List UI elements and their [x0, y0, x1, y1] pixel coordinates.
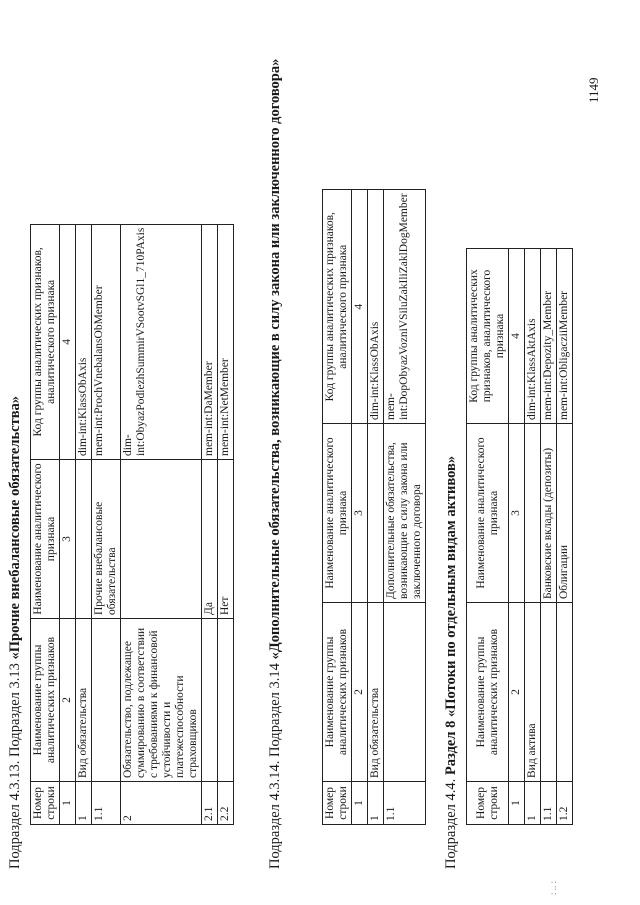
table-header-row — [31, 224, 60, 824]
cell: dim-int:ObyazPodlezhSummirVSootvSGl1_710PAxis — [121, 224, 202, 459]
header-cell: Номер строки — [467, 782, 509, 825]
cell: 2 — [121, 782, 202, 825]
cell: dim-int:KlassAktAxis — [525, 249, 541, 424]
cell: 1.2 — [557, 782, 573, 825]
col-num: 3 — [509, 424, 525, 603]
cell: Вид обязательства — [76, 619, 92, 782]
cell — [121, 460, 202, 619]
cell: mem-int:DopObyazVozniVSiluZakIliZaklDogMember — [384, 190, 426, 424]
cell: Вид обязательства — [368, 603, 384, 782]
cell — [368, 424, 384, 603]
section-title-2 — [266, 39, 284, 869]
col-num: 2 — [60, 619, 76, 782]
column-number-row — [352, 190, 368, 825]
cell: mem-int:Depozity_Member — [541, 249, 557, 424]
section-title-1 — [6, 89, 24, 869]
header-cell: Наименование группы аналитических признаков — [323, 603, 352, 782]
section-3-prefix: Подраздел 4.4. — [443, 778, 459, 869]
table-row — [368, 190, 384, 825]
cell: mem-int:NetMember — [218, 224, 234, 459]
table-row — [525, 249, 541, 825]
table-section-1 — [30, 224, 234, 825]
cell — [76, 460, 92, 619]
col-num: 1 — [60, 782, 76, 825]
table-row — [557, 249, 573, 825]
cell — [525, 424, 541, 603]
cell: Нет — [218, 460, 234, 619]
section-1-title: «Прочие внебалансовые обязательства» — [7, 395, 23, 660]
cell: 2.1 — [202, 782, 218, 825]
table-header-row — [467, 249, 509, 825]
header-cell: Код группы аналитических признаков, аналитического признака — [31, 224, 60, 459]
cell: Да — [202, 460, 218, 619]
cell: Банковские вклады (депозиты) — [541, 424, 557, 603]
cell — [541, 603, 557, 782]
cell — [557, 603, 573, 782]
margin-marks: : .. : — [548, 880, 558, 895]
cell — [384, 603, 426, 782]
header-cell: Код группы аналитических признаков, аналитического признака — [467, 249, 509, 424]
cell: 1 — [368, 782, 384, 825]
header-cell: Номер строки — [31, 782, 60, 825]
cell: Обязательство, подлежащее суммированию в соответствии с требованиями к финансовой устойчивости и платежеспособности страховщиков — [121, 619, 202, 782]
table-row — [202, 224, 218, 824]
cell: 2.2 — [218, 782, 234, 825]
header-cell: Наименование группы аналитических признаков — [31, 619, 60, 782]
cell: 1.1 — [384, 782, 426, 825]
cell: mem-int:DaMember — [202, 224, 218, 459]
cell: Прочие внебалансовые обязательства — [92, 460, 121, 619]
col-num: 2 — [352, 603, 368, 782]
cell: Облигации — [557, 424, 573, 603]
cell: Вид актива — [525, 603, 541, 782]
col-num: 2 — [509, 603, 525, 782]
table-row — [121, 224, 202, 824]
table-section-2 — [322, 189, 426, 825]
col-num: 1 — [509, 782, 525, 825]
col-num: 3 — [60, 460, 76, 619]
table-row — [92, 224, 121, 824]
col-num: 4 — [509, 249, 525, 424]
header-cell: Наименование аналитического признака — [467, 424, 509, 603]
table-header-row — [323, 190, 352, 825]
section-3-title: Раздел 8 «Потоки по отдельным видам активов» — [443, 455, 459, 776]
cell — [218, 619, 234, 782]
header-cell: Наименование аналитического признака — [31, 460, 60, 619]
col-num: 4 — [60, 224, 76, 459]
cell: dim-int:KlassObAxis — [76, 224, 92, 459]
col-num: 4 — [352, 190, 368, 424]
table-row — [76, 224, 92, 824]
table-section-3 — [466, 248, 573, 825]
header-cell: Код группы аналитических признаков, аналитического признака — [323, 190, 352, 424]
cell — [202, 619, 218, 782]
page-number: 1149 — [586, 77, 601, 103]
table-row — [541, 249, 557, 825]
cell: 1.1 — [92, 782, 121, 825]
cell: dim-int:KlassObAxis — [368, 190, 384, 424]
column-number-row — [60, 224, 76, 824]
cell: 1 — [76, 782, 92, 825]
cell: 1 — [525, 782, 541, 825]
table-row — [384, 190, 426, 825]
header-cell: Наименование группы аналитических признаков — [467, 603, 509, 782]
cell — [92, 619, 121, 782]
header-cell: Номер строки — [323, 782, 352, 825]
column-number-row — [509, 249, 525, 825]
col-num: 1 — [352, 782, 368, 825]
section-2-title: «Дополнительные обязательства, возникающие в силу закона или заключенного договора» — [267, 58, 283, 660]
section-2-prefix: Подраздел 4.3.14. Подраздел 3.14 — [267, 663, 283, 869]
cell: mem-int:ObligacziiMember — [557, 249, 573, 424]
section-title-3 — [442, 89, 460, 869]
cell: 1.1 — [541, 782, 557, 825]
cell: Дополнительные обязательства, возникающие в силу закона или заключенного договора — [384, 424, 426, 603]
col-num: 3 — [352, 424, 368, 603]
cell: mem-int:ProchVnebalansObMember — [92, 224, 121, 459]
section-1-prefix: Подраздел 4.3.13. Подраздел 3.13 — [7, 663, 23, 869]
header-cell: Наименование аналитического признака — [323, 424, 352, 603]
table-row — [218, 224, 234, 824]
